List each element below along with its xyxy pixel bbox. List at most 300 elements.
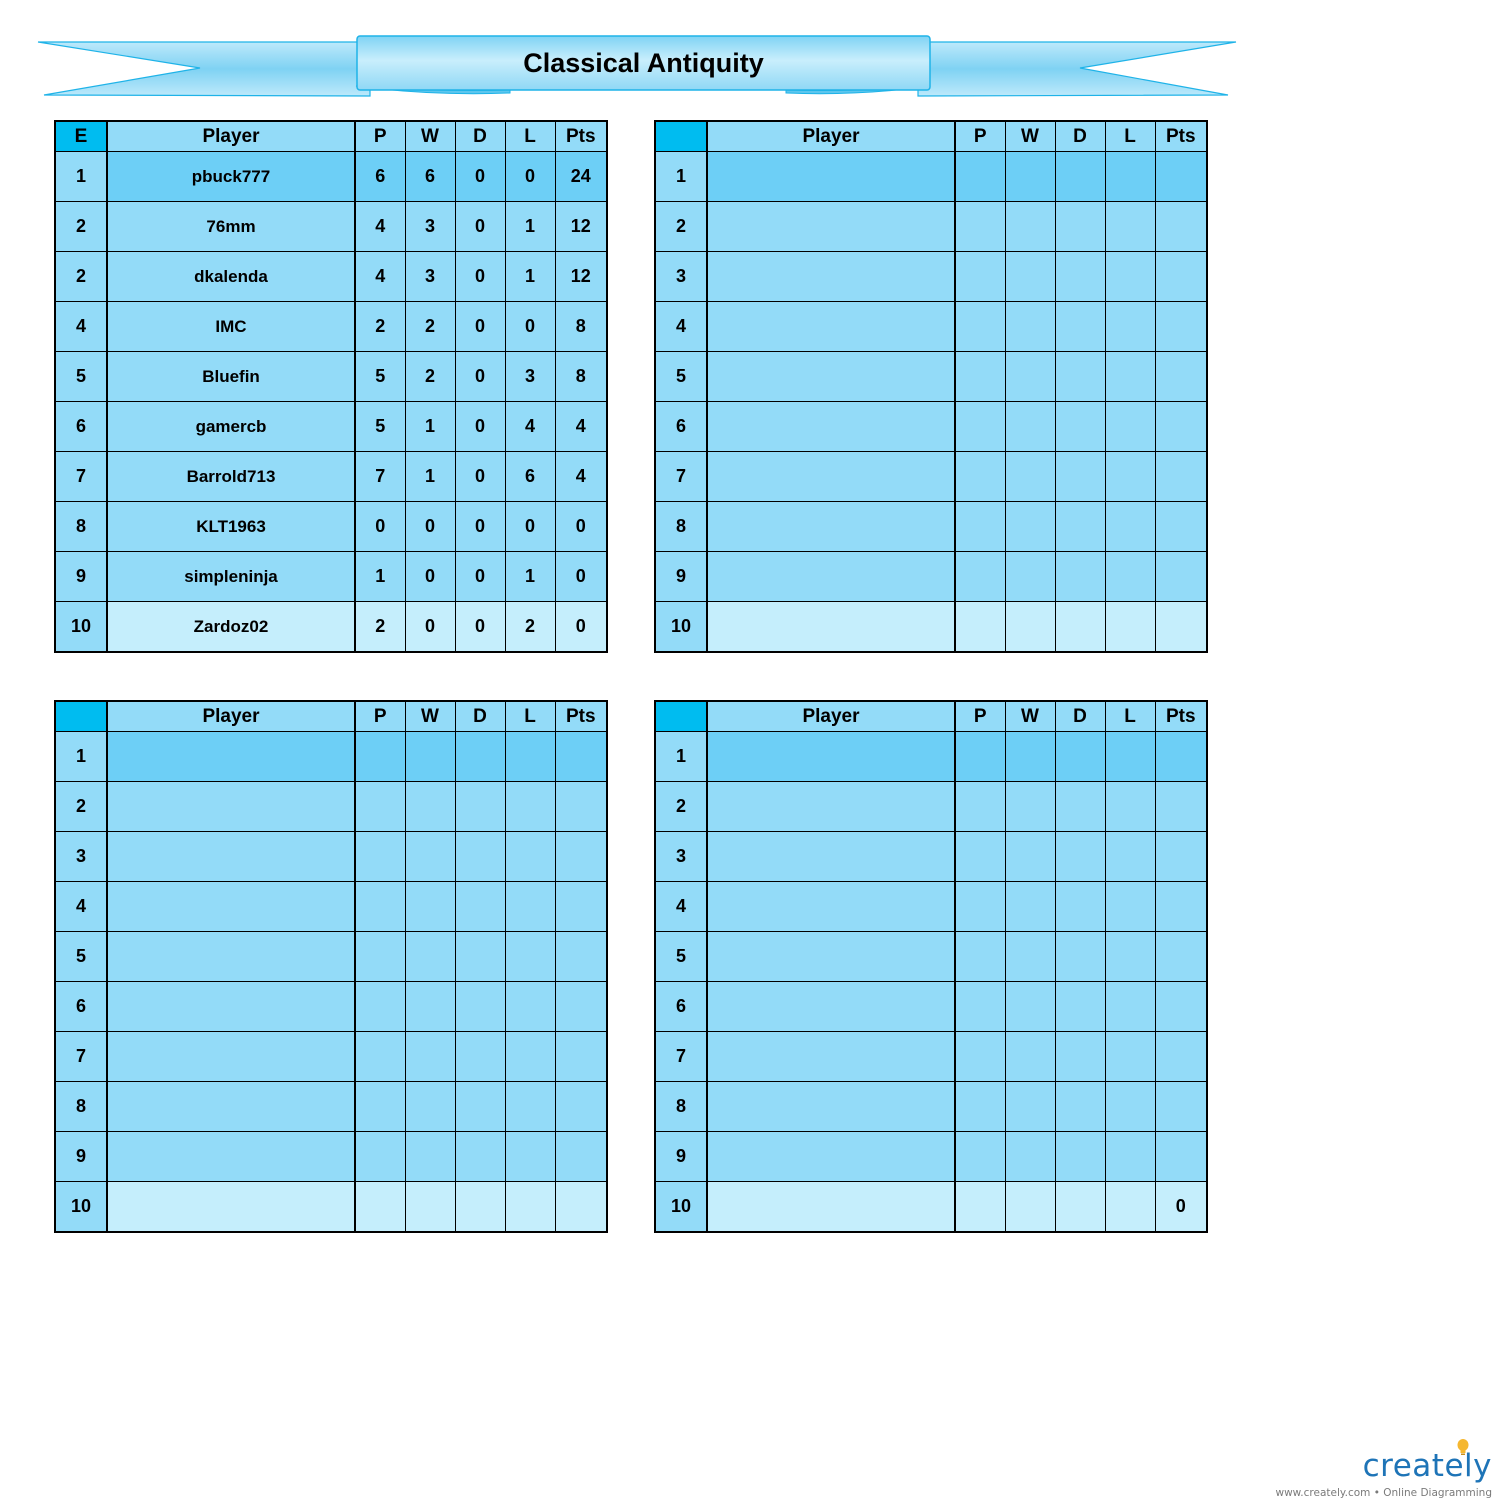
table-row (55, 932, 607, 982)
rank-cell: 3 (655, 832, 707, 882)
won-cell: 0 (405, 602, 455, 653)
player-cell (707, 1132, 955, 1182)
points-cell (555, 982, 607, 1032)
header-points: Pts (1155, 701, 1207, 732)
header-player: Player (107, 121, 355, 152)
lost-cell (1105, 302, 1155, 352)
points-cell (1155, 452, 1207, 502)
played-cell (355, 1082, 405, 1132)
rank-cell: 2 (55, 202, 107, 252)
played-cell: 0 (355, 502, 405, 552)
points-cell (555, 1182, 607, 1233)
played-cell (955, 452, 1005, 502)
drawn-cell (455, 982, 505, 1032)
points-cell (1155, 1032, 1207, 1082)
player-cell (107, 782, 355, 832)
title-banner (0, 0, 1510, 110)
rank-cell: 1 (55, 732, 107, 782)
won-cell (1005, 502, 1055, 552)
rank-cell: 3 (55, 832, 107, 882)
rank-cell: 8 (655, 1082, 707, 1132)
player-cell: pbuck777 (107, 152, 355, 202)
drawn-cell: 0 (455, 502, 505, 552)
drawn-cell (455, 1082, 505, 1132)
won-cell (1005, 832, 1055, 882)
played-cell (355, 982, 405, 1032)
played-cell (955, 1182, 1005, 1233)
player-cell (707, 1032, 955, 1082)
points-cell: 4 (555, 452, 607, 502)
won-cell: 0 (405, 502, 455, 552)
points-cell (1155, 302, 1207, 352)
won-cell (405, 882, 455, 932)
played-cell (955, 302, 1005, 352)
won-cell (405, 1182, 455, 1233)
rank-cell: 7 (55, 1032, 107, 1082)
won-cell (405, 1082, 455, 1132)
points-cell (1155, 152, 1207, 202)
played-cell (955, 932, 1005, 982)
points-cell: 0 (555, 602, 607, 653)
won-cell (1005, 202, 1055, 252)
header-played: P (955, 701, 1005, 732)
played-cell (355, 1032, 405, 1082)
player-cell (707, 882, 955, 932)
drawn-cell (1055, 832, 1105, 882)
played-cell (955, 1132, 1005, 1182)
player-cell (707, 452, 955, 502)
standings-table (54, 700, 608, 1233)
played-cell: 1 (355, 552, 405, 602)
header-points: Pts (555, 121, 607, 152)
drawn-cell (1055, 1082, 1105, 1132)
won-cell: 2 (405, 302, 455, 352)
won-cell (405, 1032, 455, 1082)
won-cell: 3 (405, 252, 455, 302)
table-row (55, 402, 607, 452)
table-row (655, 402, 1207, 452)
player-cell (707, 1182, 955, 1233)
lost-cell (505, 782, 555, 832)
points-cell (555, 782, 607, 832)
player-cell (107, 1132, 355, 1182)
played-cell (955, 982, 1005, 1032)
header-lost: L (505, 121, 555, 152)
played-cell (355, 932, 405, 982)
drawn-cell (1055, 602, 1105, 653)
points-cell (1155, 1132, 1207, 1182)
table-row (655, 352, 1207, 402)
rank-cell: 6 (55, 982, 107, 1032)
lost-cell (1105, 1082, 1155, 1132)
played-cell: 4 (355, 252, 405, 302)
played-cell: 7 (355, 452, 405, 502)
points-cell: 24 (555, 152, 607, 202)
rank-cell: 5 (655, 352, 707, 402)
drawn-cell: 0 (455, 302, 505, 352)
rank-cell: 2 (55, 252, 107, 302)
player-cell (107, 882, 355, 932)
logo-wordmark: creately (1362, 1448, 1492, 1484)
table-row (655, 502, 1207, 552)
played-cell (955, 202, 1005, 252)
player-cell: KLT1963 (107, 502, 355, 552)
header-won: W (1005, 121, 1055, 152)
drawn-cell (455, 732, 505, 782)
header-won: W (405, 701, 455, 732)
table-row (55, 252, 607, 302)
won-cell (1005, 1132, 1055, 1182)
won-cell (1005, 602, 1055, 653)
drawn-cell (1055, 1032, 1105, 1082)
played-cell: 6 (355, 152, 405, 202)
lost-cell (1105, 252, 1155, 302)
table-row (55, 732, 607, 782)
won-cell (405, 832, 455, 882)
drawn-cell: 0 (455, 552, 505, 602)
player-cell: Barrold713 (107, 452, 355, 502)
header-won: W (1005, 701, 1055, 732)
table-row (55, 832, 607, 882)
points-cell (555, 1132, 607, 1182)
drawn-cell (1055, 202, 1105, 252)
drawn-cell (455, 1032, 505, 1082)
played-cell (955, 882, 1005, 932)
lost-cell (505, 982, 555, 1032)
lost-cell (1105, 882, 1155, 932)
player-cell (707, 932, 955, 982)
lost-cell: 4 (505, 402, 555, 452)
player-cell (707, 402, 955, 452)
points-cell (1155, 932, 1207, 982)
header-drawn: D (1055, 121, 1105, 152)
played-cell (955, 252, 1005, 302)
creately-logo[interactable] (1268, 1434, 1504, 1504)
table-row (55, 1132, 607, 1182)
points-cell (1155, 832, 1207, 882)
player-cell (107, 932, 355, 982)
won-cell (1005, 1182, 1055, 1233)
won-cell: 6 (405, 152, 455, 202)
player-cell (707, 552, 955, 602)
played-cell (955, 352, 1005, 402)
played-cell (955, 552, 1005, 602)
drawn-cell (1055, 352, 1105, 402)
played-cell (355, 832, 405, 882)
header-played: P (355, 701, 405, 732)
won-cell (1005, 352, 1055, 402)
drawn-cell (455, 932, 505, 982)
drawn-cell: 0 (455, 152, 505, 202)
points-cell (1155, 252, 1207, 302)
played-cell (955, 832, 1005, 882)
player-cell (707, 502, 955, 552)
standings-table (54, 120, 608, 653)
table-row (655, 452, 1207, 502)
lost-cell (1105, 502, 1155, 552)
rank-cell: 6 (655, 402, 707, 452)
table-row (55, 882, 607, 932)
played-cell: 2 (355, 302, 405, 352)
header-lost: L (1105, 121, 1155, 152)
player-cell: 76mm (107, 202, 355, 252)
table-row (655, 152, 1207, 202)
lost-cell (1105, 1132, 1155, 1182)
drawn-cell (1055, 982, 1105, 1032)
rank-cell: 8 (55, 502, 107, 552)
played-cell (955, 502, 1005, 552)
player-cell (707, 782, 955, 832)
rank-cell: 7 (655, 1032, 707, 1082)
drawn-cell (1055, 732, 1105, 782)
lost-cell: 6 (505, 452, 555, 502)
points-cell: 12 (555, 252, 607, 302)
won-cell: 1 (405, 452, 455, 502)
table-row (655, 782, 1207, 832)
lost-cell (1105, 602, 1155, 653)
rank-cell: 4 (55, 302, 107, 352)
header-played: P (955, 121, 1005, 152)
drawn-cell (1055, 302, 1105, 352)
drawn-cell (1055, 1182, 1105, 1233)
player-cell: gamercb (107, 402, 355, 452)
player-cell (707, 732, 955, 782)
rank-cell: 9 (655, 552, 707, 602)
drawn-cell (1055, 152, 1105, 202)
rank-cell: 1 (655, 732, 707, 782)
rank-cell: 10 (55, 602, 107, 653)
table-row (655, 302, 1207, 352)
points-cell: 0 (1155, 1182, 1207, 1233)
table-row (55, 782, 607, 832)
rank-cell: 5 (655, 932, 707, 982)
drawn-cell (1055, 502, 1105, 552)
header-points: Pts (555, 701, 607, 732)
table-row (655, 882, 1207, 932)
table-row (55, 452, 607, 502)
corner-cell (655, 121, 707, 152)
won-cell (1005, 152, 1055, 202)
won-cell (405, 1132, 455, 1182)
lost-cell (1105, 202, 1155, 252)
won-cell (1005, 932, 1055, 982)
lost-cell (1105, 152, 1155, 202)
won-cell (1005, 782, 1055, 832)
played-cell (355, 1182, 405, 1233)
points-cell (555, 882, 607, 932)
lost-cell (1105, 982, 1155, 1032)
corner-cell: E (55, 121, 107, 152)
player-cell (107, 732, 355, 782)
rank-cell: 9 (655, 1132, 707, 1182)
rank-cell: 8 (55, 1082, 107, 1132)
player-cell (107, 1082, 355, 1132)
lost-cell (505, 1082, 555, 1132)
header-won: W (405, 121, 455, 152)
player-cell (707, 352, 955, 402)
played-cell (955, 1032, 1005, 1082)
drawn-cell (1055, 452, 1105, 502)
rank-cell: 10 (655, 1182, 707, 1233)
table-row (655, 552, 1207, 602)
drawn-cell (1055, 252, 1105, 302)
won-cell (405, 932, 455, 982)
lost-cell (505, 1032, 555, 1082)
played-cell: 4 (355, 202, 405, 252)
won-cell (1005, 1032, 1055, 1082)
logo-tagline: www.creately.com • Online Diagramming (1275, 1487, 1492, 1499)
table-row (655, 1182, 1207, 1233)
drawn-cell: 0 (455, 402, 505, 452)
player-cell (707, 982, 955, 1032)
lost-cell (505, 1182, 555, 1233)
corner-cell (655, 701, 707, 732)
rank-cell: 3 (655, 252, 707, 302)
rank-cell: 10 (655, 602, 707, 653)
table-row (55, 502, 607, 552)
played-cell (355, 782, 405, 832)
lost-cell (1105, 452, 1155, 502)
played-cell: 5 (355, 402, 405, 452)
lost-cell (505, 932, 555, 982)
points-cell: 8 (555, 302, 607, 352)
drawn-cell (455, 1132, 505, 1182)
points-cell (1155, 1082, 1207, 1132)
points-cell: 12 (555, 202, 607, 252)
table-row (55, 302, 607, 352)
rank-cell: 4 (655, 882, 707, 932)
rank-cell: 8 (655, 502, 707, 552)
rank-cell: 7 (655, 452, 707, 502)
played-cell (955, 602, 1005, 653)
lost-cell (1105, 732, 1155, 782)
drawn-cell (1055, 552, 1105, 602)
table-row (655, 252, 1207, 302)
won-cell (1005, 252, 1055, 302)
lost-cell (1105, 552, 1155, 602)
rank-cell: 4 (55, 882, 107, 932)
header-player: Player (707, 121, 955, 152)
points-cell: 4 (555, 402, 607, 452)
player-cell (107, 982, 355, 1032)
won-cell: 0 (405, 552, 455, 602)
table-row (655, 1032, 1207, 1082)
played-cell (955, 1082, 1005, 1132)
header-drawn: D (1055, 701, 1105, 732)
header-lost: L (1105, 701, 1155, 732)
played-cell (955, 152, 1005, 202)
points-cell (1155, 602, 1207, 653)
drawn-cell (1055, 402, 1105, 452)
player-cell: dkalenda (107, 252, 355, 302)
rank-cell: 5 (55, 932, 107, 982)
won-cell (405, 782, 455, 832)
table-row (655, 982, 1207, 1032)
played-cell (955, 782, 1005, 832)
rank-cell: 5 (55, 352, 107, 402)
player-cell: IMC (107, 302, 355, 352)
points-cell (1155, 882, 1207, 932)
player-cell (107, 1032, 355, 1082)
won-cell (405, 982, 455, 1032)
lost-cell: 2 (505, 602, 555, 653)
played-cell (355, 1132, 405, 1182)
lost-cell (505, 832, 555, 882)
drawn-cell: 0 (455, 602, 505, 653)
player-cell (707, 832, 955, 882)
table-row (55, 982, 607, 1032)
standings-table (654, 120, 1208, 653)
won-cell (1005, 732, 1055, 782)
player-cell: Zardoz02 (107, 602, 355, 653)
won-cell (1005, 402, 1055, 452)
points-cell (1155, 352, 1207, 402)
lost-cell: 0 (505, 152, 555, 202)
header-player: Player (707, 701, 955, 732)
header-player: Player (107, 701, 355, 732)
table-row (55, 202, 607, 252)
lost-cell (505, 732, 555, 782)
points-cell (1155, 782, 1207, 832)
points-cell (555, 832, 607, 882)
rank-cell: 6 (655, 982, 707, 1032)
drawn-cell (455, 1182, 505, 1233)
drawn-cell (1055, 932, 1105, 982)
points-cell (1155, 502, 1207, 552)
standings-table (654, 700, 1208, 1233)
page-title: Classical Antiquity (523, 47, 764, 78)
drawn-cell (1055, 882, 1105, 932)
played-cell (355, 732, 405, 782)
won-cell (1005, 452, 1055, 502)
points-cell: 0 (555, 502, 607, 552)
points-cell (555, 1082, 607, 1132)
won-cell (405, 732, 455, 782)
drawn-cell: 0 (455, 252, 505, 302)
points-cell: 8 (555, 352, 607, 402)
player-cell (107, 832, 355, 882)
drawn-cell (455, 782, 505, 832)
table-row (55, 1182, 607, 1233)
points-cell (1155, 982, 1207, 1032)
points-cell (1155, 202, 1207, 252)
header-drawn: D (455, 701, 505, 732)
played-cell (955, 732, 1005, 782)
won-cell (1005, 882, 1055, 932)
table-row (55, 352, 607, 402)
won-cell (1005, 982, 1055, 1032)
header-row (655, 701, 1207, 732)
rank-cell: 2 (655, 202, 707, 252)
points-cell (555, 1032, 607, 1082)
points-cell: 0 (555, 552, 607, 602)
player-cell (107, 1182, 355, 1233)
lost-cell: 3 (505, 352, 555, 402)
played-cell (355, 882, 405, 932)
lost-cell: 1 (505, 252, 555, 302)
lost-cell (1105, 932, 1155, 982)
rank-cell: 2 (655, 782, 707, 832)
rank-cell: 2 (55, 782, 107, 832)
player-cell: Bluefin (107, 352, 355, 402)
table-row (55, 552, 607, 602)
drawn-cell (455, 882, 505, 932)
drawn-cell (1055, 1132, 1105, 1182)
rank-cell: 6 (55, 402, 107, 452)
player-cell: simpleninja (107, 552, 355, 602)
player-cell (707, 302, 955, 352)
won-cell: 1 (405, 402, 455, 452)
